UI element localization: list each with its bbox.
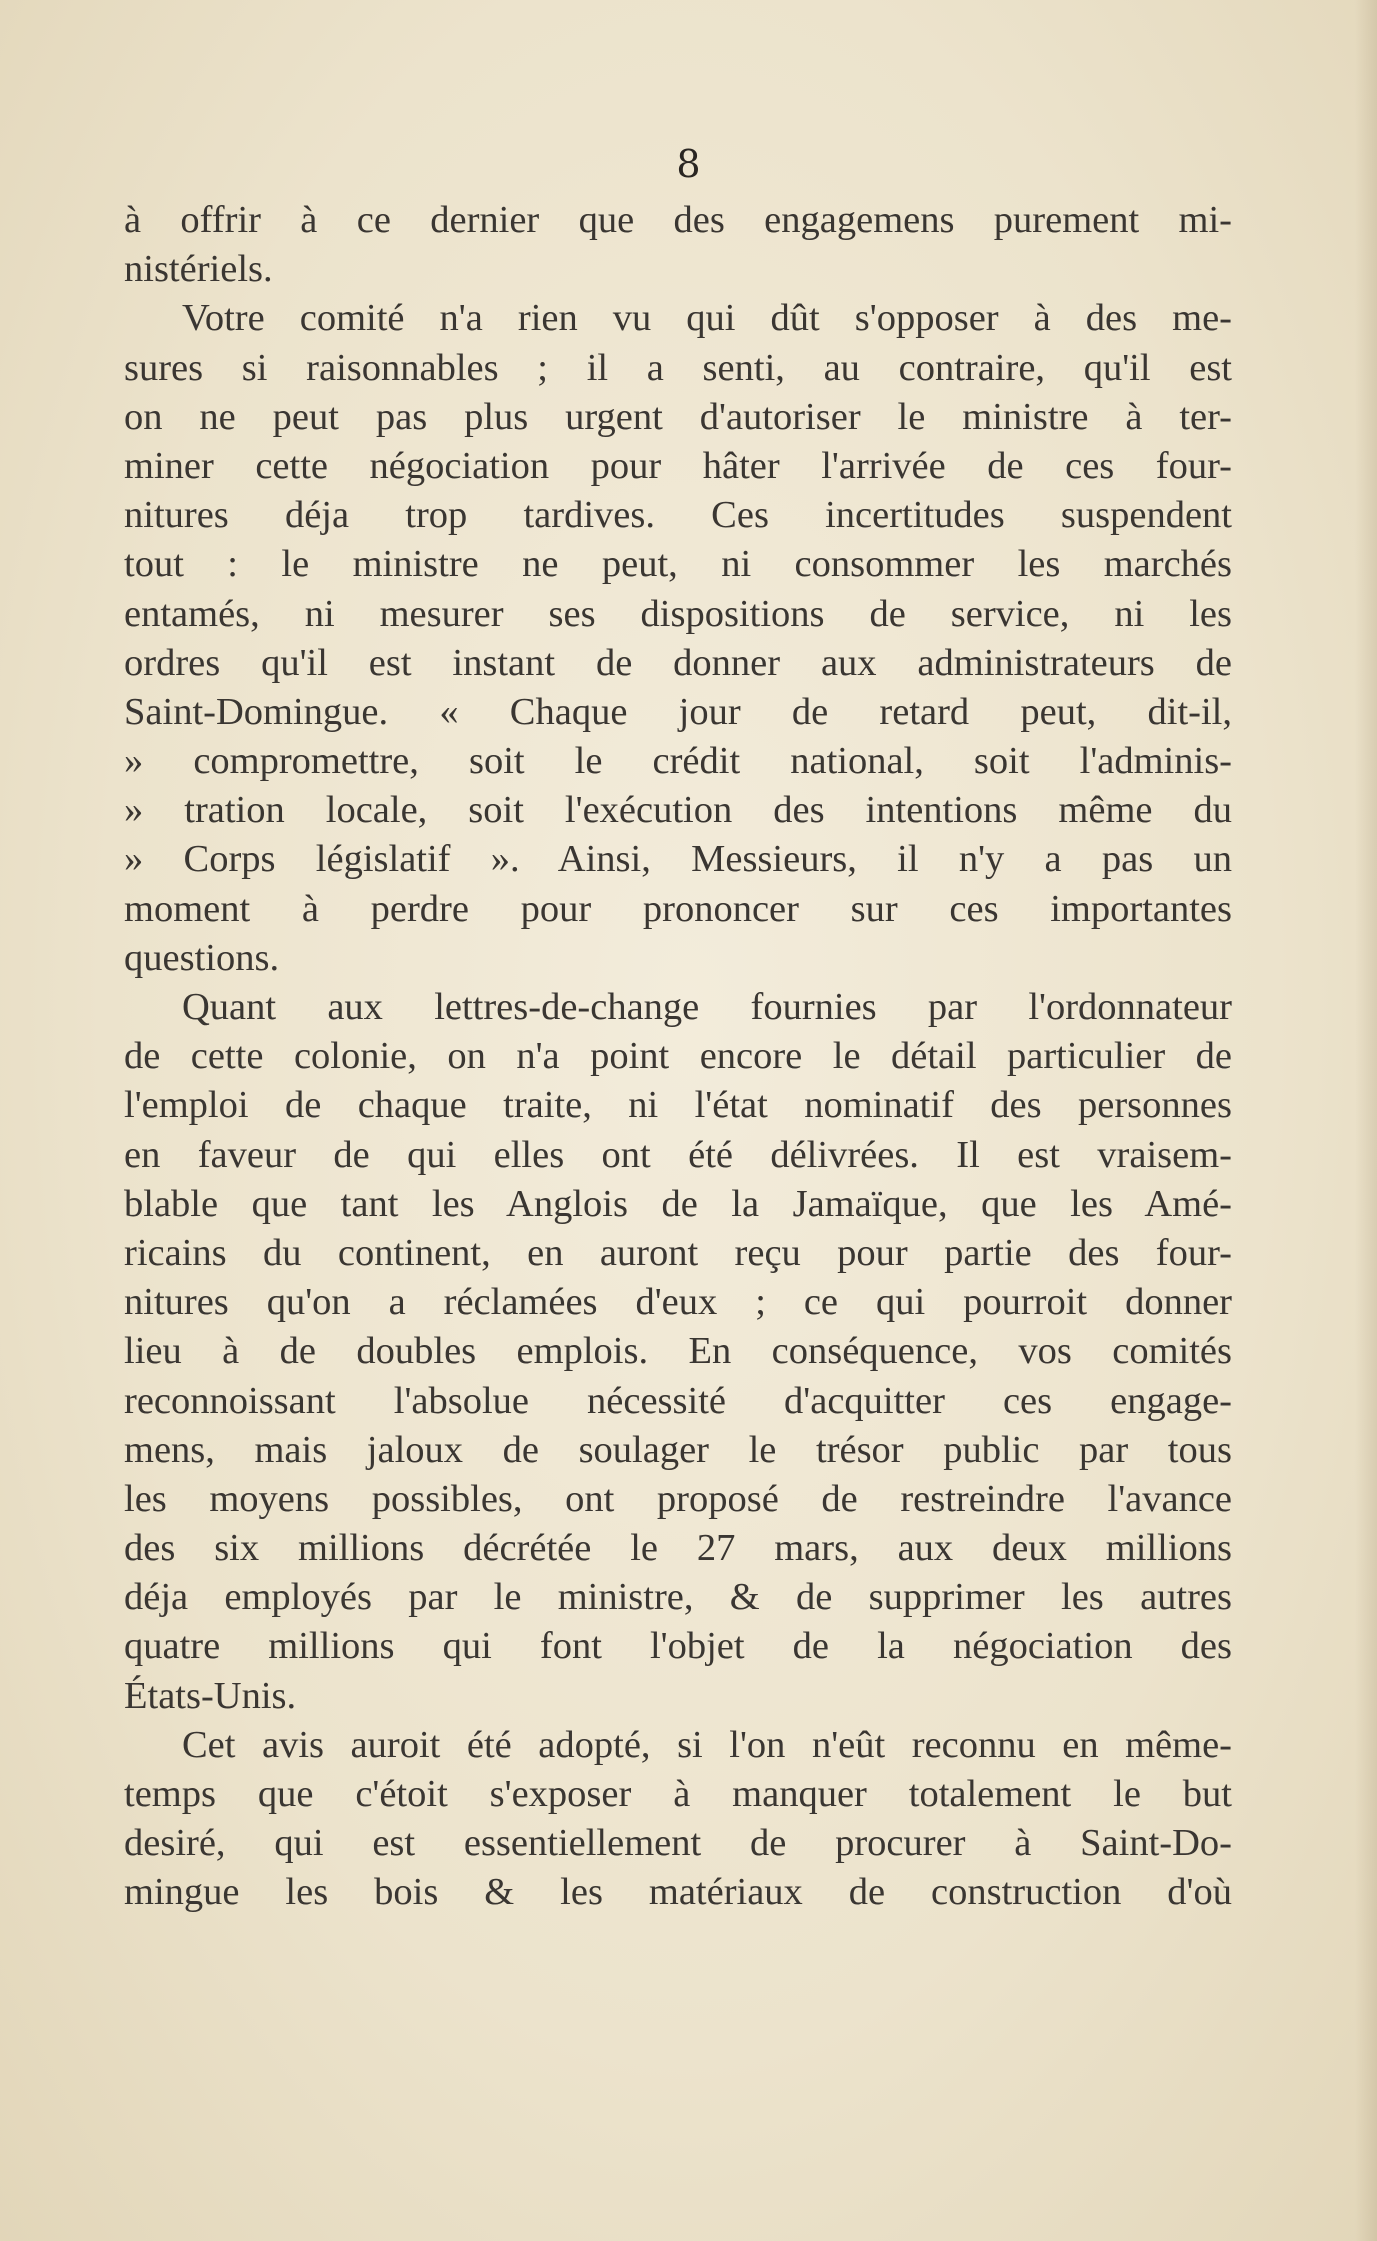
text-line: nitures déja trop tardives. Ces incertitudes suspendent [124,494,1232,537]
text-line: l'emploi de chaque traite, ni l'état nominatif des personnes [124,1084,1232,1127]
text-line: » Corps législatif ». Ainsi, Messieurs, il n'y a pas un [124,838,1232,881]
text-line: États-Unis. [124,1674,297,1717]
text-line: Cet avis auroit été adopté, si l'on n'eût reconnu en même- [182,1723,1232,1766]
page-number: 8 [676,142,701,186]
text-line: lieu à de doubles emplois. En conséquence, vos comités [124,1330,1232,1373]
text-line: » compromettre, soit le crédit national, soit l'adminis- [124,740,1232,783]
body-text [124,196,1232,1918]
text-line: tout : le ministre ne peut, ni consommer les marchés [124,543,1232,586]
text-line: moment à perdre pour prononcer sur ces importantes [124,887,1232,930]
text-line: quatre millions qui font l'objet de la négociation des [124,1625,1232,1668]
text-line: les moyens possibles, ont proposé de restreindre l'avance [124,1477,1232,1520]
text-line: sures si raisonnables ; il a senti, au contraire, qu'il est [124,346,1232,389]
text-line: questions. [124,936,280,979]
text-line: à offrir à ce dernier que des engagemens purement mi- [124,199,1232,241]
text-line: déja employés par le ministre, & de supprimer les autres [124,1576,1232,1619]
page-edge-shadow [1355,0,1377,2241]
text-line: ricains du continent, en auront reçu pour partie des four- [124,1231,1232,1274]
text-line: Votre comité n'a rien vu qui dût s'opposer à des me- [182,297,1232,340]
text-line: ordres qu'il est instant de donner aux administrateurs de [124,641,1232,684]
text-line: desiré, qui est essentiellement de procurer à Saint-Do- [124,1822,1232,1865]
text-line: des six millions décrétée le 27 mars, aux deux millions [124,1527,1232,1570]
text-line: entamés, ni mesurer ses dispositions de service, ni les [124,592,1232,635]
text-line: mingue les bois & les matériaux de construction d'où [124,1871,1232,1914]
text-line: Quant aux lettres-de-change fournies par l'ordonnateur [182,986,1232,1028]
text-line: nitures qu'on a réclamées d'eux ; ce qui pourroit donner [124,1281,1232,1324]
text-line: » tration locale, soit l'exécution des intentions même du [124,789,1232,832]
text-line: Saint-Domingue. « Chaque jour de retard peut, dit-il, [124,690,1232,733]
text-line: de cette colonie, on n'a point encore le détail particulier de [124,1035,1232,1078]
text-line: reconnoissant l'absolue nécessité d'acquitter ces engage- [124,1379,1232,1422]
text-line: temps que c'étoit s'exposer à manquer totalement le but [124,1773,1232,1815]
text-line: blable que tant les Anglois de la Jamaïque, que les Amé- [124,1182,1232,1225]
text-line: mens, mais jaloux de soulager le trésor public par tous [124,1428,1232,1471]
text-line: nistériels. [124,248,273,291]
text-line: on ne peut pas plus urgent d'autoriser le ministre à ter- [124,395,1232,438]
text-line: en faveur de qui elles ont été délivrées. Il est vraisem- [124,1133,1232,1176]
text-line: miner cette négociation pour hâter l'arrivée de ces four- [124,444,1232,487]
